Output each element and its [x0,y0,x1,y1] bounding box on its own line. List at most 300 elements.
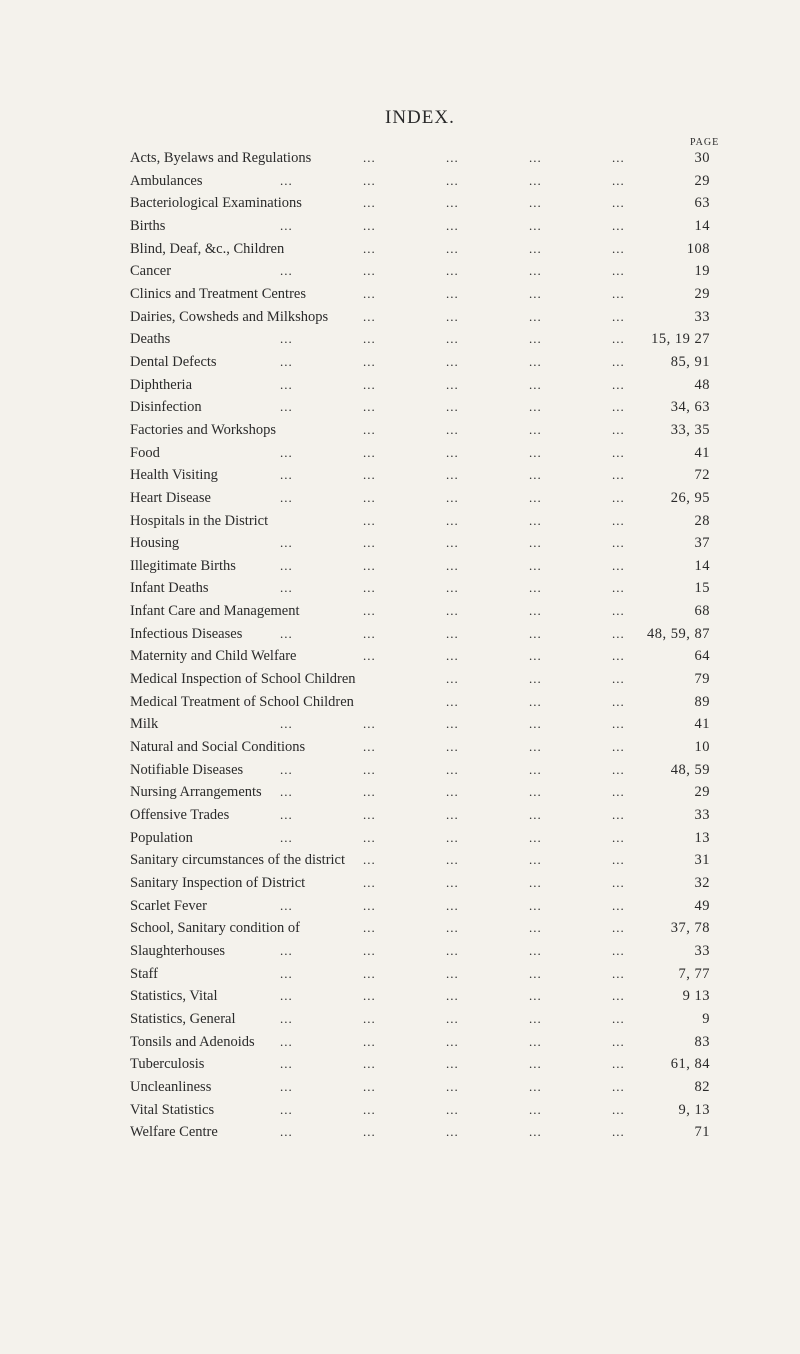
leader-dot: ... [529,1078,542,1094]
leader-dots [130,985,650,1007]
leader-dot: ... [363,829,376,845]
leader-dot: ... [529,399,542,415]
leader-dot: ... [446,512,459,528]
index-entry-page: 37 [694,535,710,552]
leader-dot: ... [280,897,293,913]
leader-dot: ... [612,285,625,301]
leader-dot: ... [446,353,459,369]
leader-dot: ... [446,829,459,845]
index-entry-label: Milk [130,716,159,733]
leader-dots [130,895,650,917]
leader-dot: ... [529,784,542,800]
index-entry-page: 33 [694,942,710,959]
leader-dots [130,192,650,214]
leader-dots [130,736,650,758]
index-entry [130,759,740,782]
index-entry [130,1031,740,1054]
leader-dot: ... [446,897,459,913]
index-entry [130,555,740,578]
index-entry-page: 33 [694,308,710,325]
leader-dot: ... [363,285,376,301]
leader-dot: ... [529,603,542,619]
index-entry-page: 41 [694,444,710,461]
index-entry-label: Sanitary circumstances of the district [130,852,346,869]
leader-dot: ... [529,625,542,641]
leader-dots [130,555,650,577]
index-entry-page: 13 [694,829,710,846]
leader-dot: ... [529,172,542,188]
leader-dots [130,759,650,781]
leader-dot: ... [612,263,625,279]
leader-dot: ... [612,739,625,755]
index-entry-label: Infant Deaths [130,580,209,597]
index-entry-label: Diphtheria [130,376,193,393]
leader-dot: ... [446,172,459,188]
leader-dot: ... [446,557,459,573]
leader-dot: ... [363,172,376,188]
leader-dot: ... [529,942,542,958]
leader-dot: ... [446,1056,459,1072]
leader-dot: ... [612,376,625,392]
leader-dots [130,374,650,396]
leader-dot: ... [363,1010,376,1026]
index-entry [130,260,740,283]
leader-dot: ... [363,965,376,981]
leader-dot: ... [612,1056,625,1072]
leader-dots [130,510,650,532]
leader-dot: ... [529,1101,542,1117]
index-entry [130,510,740,533]
leader-dot: ... [446,308,459,324]
index-list [130,147,740,1144]
leader-dot: ... [280,263,293,279]
index-entry [130,147,740,170]
leader-dot: ... [446,965,459,981]
index-entry [130,895,740,918]
index-entry [130,827,740,850]
leader-dot: ... [529,852,542,868]
index-entry [130,351,740,374]
index-entry-page: 7, 77 [678,965,710,982]
leader-dot: ... [529,761,542,777]
leader-dot: ... [446,195,459,211]
leader-dot: ... [612,761,625,777]
leader-dot: ... [529,965,542,981]
leader-dot: ... [363,195,376,211]
index-entry [130,464,740,487]
leader-dot: ... [612,807,625,823]
leader-dot: ... [612,1078,625,1094]
leader-dot: ... [280,1033,293,1049]
leader-dot: ... [280,625,293,641]
leader-dots [130,1099,650,1121]
leader-dot: ... [612,603,625,619]
leader-dot: ... [363,535,376,551]
leader-dot: ... [280,716,293,732]
index-entry-label: Housing [130,535,180,552]
leader-dot: ... [280,331,293,347]
leader-dot: ... [446,1010,459,1026]
index-entry [130,532,740,555]
leader-dot: ... [446,1101,459,1117]
index-entry-label: Tuberculosis [130,1056,205,1073]
leader-dot: ... [446,1078,459,1094]
index-entry-label: Statistics, General [130,1010,236,1027]
leader-dot: ... [446,693,459,709]
leader-dot: ... [446,875,459,890]
index-entry-page: 31 [694,852,710,869]
leader-dot: ... [612,353,625,369]
index-entry-label: Notifiable Diseases [130,761,244,778]
index-entry-page: 34, 63 [670,399,710,416]
leader-dot: ... [612,1124,625,1140]
leader-dot: ... [612,1010,625,1026]
leader-dot: ... [612,195,625,211]
index-entry-page: 64 [694,648,710,665]
leader-dot: ... [446,942,459,958]
leader-dots [130,917,650,939]
leader-dots [130,238,650,260]
leader-dot: ... [280,988,293,1004]
leader-dot: ... [363,648,376,664]
leader-dot: ... [446,331,459,347]
index-entry [130,872,740,895]
index-entry-label: Medical Inspection of School Children [130,671,356,688]
index-entry-label: Tonsils and Adenoids [130,1033,255,1050]
leader-dot: ... [446,648,459,664]
leader-dots [130,419,650,441]
leader-dot: ... [446,580,459,596]
leader-dot: ... [529,671,542,687]
index-entry-label: Cancer [130,263,172,280]
index-entry [130,419,740,442]
leader-dots [130,963,650,985]
index-entry-label: Offensive Trades [130,807,230,824]
leader-dot: ... [612,150,625,165]
leader-dots [130,940,650,962]
leader-dot: ... [363,920,376,936]
leader-dots [130,1076,650,1098]
index-entry-page: 49 [694,897,710,914]
leader-dot: ... [529,1056,542,1072]
index-entry-label: Staff [130,965,158,982]
leader-dots [130,1008,650,1030]
leader-dot: ... [529,489,542,505]
leader-dot: ... [612,716,625,732]
index-entry-label: Food [130,444,160,461]
leader-dots [130,645,650,667]
index-entry-page: 48 [694,376,710,393]
leader-dot: ... [612,444,625,460]
leader-dot: ... [280,557,293,573]
index-entry [130,1008,740,1031]
index-entry-label: Dairies, Cowsheds and Milkshops [130,308,329,325]
index-entry-page: 33 [694,807,710,824]
leader-dot: ... [529,421,542,437]
leader-dot: ... [363,376,376,392]
leader-dot: ... [280,965,293,981]
leader-dot: ... [363,784,376,800]
leader-dot: ... [612,421,625,437]
leader-dot: ... [363,444,376,460]
index-entry-page: 89 [694,693,710,710]
leader-dot: ... [612,784,625,800]
leader-dots [130,260,650,282]
leader-dot: ... [529,150,542,165]
index-entry-label: Nursing Arrangements [130,784,262,801]
index-entry-page: 68 [694,603,710,620]
leader-dot: ... [529,376,542,392]
index-entry [130,917,740,940]
index-entry-page: 108 [686,240,710,257]
leader-dot: ... [446,603,459,619]
leader-dot: ... [529,988,542,1004]
leader-dot: ... [612,625,625,641]
leader-dot: ... [529,580,542,596]
leader-dot: ... [612,217,625,233]
index-entry [130,736,740,759]
leader-dots [130,170,650,192]
leader-dot: ... [612,489,625,505]
leader-dot: ... [529,648,542,664]
leader-dot: ... [446,739,459,755]
leader-dot: ... [446,988,459,1004]
leader-dot: ... [446,1033,459,1049]
leader-dot: ... [363,240,376,256]
leader-dots [130,442,650,464]
leader-dot: ... [446,784,459,800]
index-entry-page: 9, 13 [678,1101,710,1118]
leader-dot: ... [363,761,376,777]
leader-dot: ... [446,421,459,437]
leader-dot: ... [446,852,459,868]
leader-dots [130,396,650,418]
leader-dot: ... [612,920,625,936]
leader-dot: ... [363,625,376,641]
leader-dot: ... [612,671,625,687]
leader-dot: ... [529,897,542,913]
leader-dots [130,1031,650,1053]
index-entry-page: 63 [694,195,710,212]
leader-dot: ... [446,920,459,936]
index-entry [130,645,740,668]
leader-dot: ... [529,1033,542,1049]
index-entry-page: 37, 78 [670,920,710,937]
index-entry-label: Slaughterhouses [130,942,226,959]
index-entry [130,396,740,419]
index-entry [130,963,740,986]
leader-dots [130,306,650,328]
leader-dot: ... [612,331,625,347]
leader-dots [130,827,650,849]
leader-dot: ... [280,467,293,483]
index-entry [130,192,740,215]
leader-dot: ... [363,1056,376,1072]
leader-dot: ... [280,1124,293,1140]
leader-dot: ... [280,217,293,233]
leader-dot: ... [529,1010,542,1026]
index-entry-label: Medical Treatment of School Children [130,693,354,710]
leader-dot: ... [280,829,293,845]
index-entry [130,849,740,872]
leader-dot: ... [363,331,376,347]
leader-dot: ... [446,399,459,415]
leader-dot: ... [612,829,625,845]
index-entry [130,940,740,963]
leader-dot: ... [363,603,376,619]
leader-dot: ... [446,489,459,505]
leader-dot: ... [280,761,293,777]
index-entry-label: Welfare Centre [130,1124,218,1141]
leader-dots [130,283,650,305]
index-entry-page: 61, 84 [670,1056,710,1073]
leader-dot: ... [363,1078,376,1094]
leader-dot: ... [363,852,376,868]
index-entry [130,283,740,306]
leader-dot: ... [612,897,625,913]
index-entry [130,1053,740,1076]
leader-dot: ... [363,217,376,233]
leader-dot: ... [612,693,625,709]
index-entry-label: Uncleanliness [130,1078,212,1095]
page-title: INDEX. [385,107,455,128]
index-entry-label: Vital Statistics [130,1101,215,1118]
index-entry-label: Health Visiting [130,467,218,484]
leader-dot: ... [363,988,376,1004]
leader-dot: ... [529,535,542,551]
leader-dot: ... [612,308,625,324]
index-entry [130,487,740,510]
index-entry [130,668,740,691]
page-column-header: PAGE [690,137,720,148]
leader-dot: ... [446,671,459,687]
index-entry-page: 30 [694,150,710,166]
index-entry-page: 48, 59, 87 [647,625,710,642]
index-entry [130,600,740,623]
leader-dot: ... [280,535,293,551]
leader-dot: ... [612,875,625,890]
leader-dot: ... [446,535,459,551]
leader-dot: ... [363,580,376,596]
index-entry-page: 15, 19 27 [651,331,710,348]
leader-dot: ... [529,195,542,211]
index-entry-page: 85, 91 [670,353,710,370]
leader-dot: ... [529,920,542,936]
leader-dot: ... [446,217,459,233]
leader-dot: ... [612,965,625,981]
index-entry-label: Acts, Byelaws and Regulations [130,150,312,166]
leader-dot: ... [529,263,542,279]
leader-dot: ... [363,807,376,823]
index-entry-label: Births [130,217,166,234]
leader-dot: ... [529,1124,542,1140]
index-entry-page: 14 [694,217,710,234]
leader-dot: ... [446,444,459,460]
index-entry-page: 79 [694,671,710,688]
leader-dot: ... [612,240,625,256]
leader-dot: ... [363,399,376,415]
leader-dots [130,577,650,599]
leader-dot: ... [280,353,293,369]
leader-dot: ... [612,1101,625,1117]
leader-dot: ... [363,308,376,324]
leader-dot: ... [446,716,459,732]
leader-dot: ... [529,557,542,573]
leader-dot: ... [529,693,542,709]
index-entry [130,713,740,736]
index-entry-label: Heart Disease [130,489,211,506]
leader-dot: ... [529,353,542,369]
index-entry [130,1076,740,1099]
leader-dot: ... [446,376,459,392]
leader-dot: ... [612,512,625,528]
index-entry-page: 32 [694,875,710,891]
leader-dot: ... [529,444,542,460]
leader-dot: ... [446,807,459,823]
index-entry-page: 83 [694,1033,710,1050]
leader-dot: ... [612,648,625,664]
leader-dot: ... [529,467,542,483]
index-entry-page: 72 [694,467,710,484]
leader-dot: ... [280,1101,293,1117]
leader-dots [130,215,650,237]
leader-dot: ... [446,761,459,777]
index-entry-label: Clinics and Treatment Centres [130,285,306,302]
index-entry [130,1121,740,1144]
leader-dots [130,532,650,554]
index-entry [130,623,740,646]
index-entry-page: 71 [694,1124,710,1141]
index-entry-page: 48, 59 [670,761,710,778]
leader-dot: ... [529,240,542,256]
leader-dot: ... [612,852,625,868]
leader-dot: ... [612,1033,625,1049]
index-entry-label: Sanitary Inspection of District [130,875,306,891]
leader-dot: ... [529,875,542,890]
leader-dots [130,1121,650,1143]
index-entry-page: 14 [694,557,710,574]
index-entry [130,781,740,804]
leader-dot: ... [446,263,459,279]
index-entry-page: 9 [702,1010,710,1027]
index-entry-page: 28 [694,512,710,529]
leader-dot: ... [446,625,459,641]
leader-dot: ... [280,580,293,596]
index-entry-label: Factories and Workshops [130,421,276,438]
index-entry [130,691,740,714]
leader-dot: ... [280,376,293,392]
leader-dots [130,691,650,713]
leader-dot: ... [363,467,376,483]
leader-dot: ... [529,285,542,301]
leader-dot: ... [612,580,625,596]
index-entry-label: Disinfection [130,399,202,416]
index-entry-label: Dental Defects [130,353,217,370]
index-entry-label: Population [130,829,193,846]
leader-dot: ... [529,512,542,528]
index-entry-label: Infant Care and Management [130,603,300,620]
index-entry-page: 15 [694,580,710,597]
leader-dot: ... [446,240,459,256]
leader-dot: ... [612,988,625,1004]
leader-dots [130,804,650,826]
index-entry-label: Scarlet Fever [130,897,207,914]
leader-dot: ... [529,716,542,732]
leader-dot: ... [363,421,376,437]
leader-dot: ... [612,172,625,188]
index-entry-label: Ambulances [130,172,203,189]
index-entry [130,306,740,329]
